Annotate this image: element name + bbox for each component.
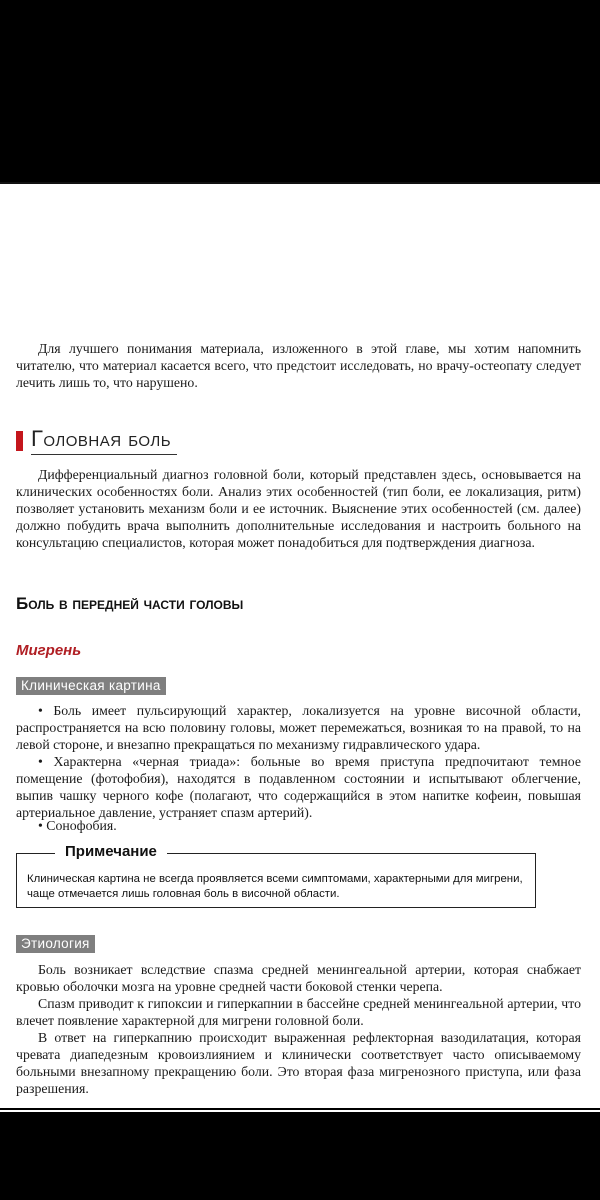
- book-page: [0, 182, 600, 1108]
- heading-marker: [16, 431, 23, 451]
- topic-title: Мигрень: [16, 642, 82, 659]
- clinical-label: Клиническая картина: [16, 677, 166, 695]
- section-paragraph: Дифференциальный диагноз головной боли, который представлен здесь, основывается на клинических особенностях боли. Анализ этих особенностей (тип боли, ее локализация, ритм) позволяет установить механизм боли и ее источник. Выяснение этих особенностей (см. далее) должно побудить врача выполнить дополнительные исследования и настроить больного на консультацию специалистов, которая может понадобиться для подтверждения диагноза.: [16, 467, 581, 550]
- subsection-title: Боль в передней части головы: [16, 594, 244, 613]
- etiology-label: Этиология: [16, 935, 95, 953]
- clinical-item-1: • Боль имеет пульсирующий характер, локализуется на уровне височной области, распространяется на всю половину головы, может перемежаться, возникая то на правой, то на левой стороне, и внезапно прекращаться по механизму гидравлического удара.: [16, 703, 581, 752]
- note-title: Примечание: [55, 843, 167, 860]
- clinical-item-2: • Характерна «черная триада»: больные во время приступа предпочитают темное помещение (фотофобия), находятся в подавленном состоянии и испытывают облегчение, выпив чашку черного кофе (полагают, что содержащийся в этом напитке кофеин, повышая артериальное давление, устраняет спазм артерий).: [16, 754, 581, 820]
- intro-paragraph: Для лучшего понимания материала, изложенного в этой главе, мы хотим напомнить читателю, что материал касается всего, что предстоит исследовать, но врачу-остеопату следует лечить лишь то, что нарушено.: [16, 341, 581, 390]
- note-box: [16, 843, 536, 908]
- etiology-paragraph-1: Боль возникает вследствие спазма средней менингеальной артерии, которая снабжает кровью оболочки мозга на уровне средней части боковой стенки черепа.: [16, 962, 581, 994]
- clinical-item-3: • Сонофобия.: [38, 818, 117, 833]
- etiology-paragraph-2: Спазм приводит к гипоксии и гиперкапнии в бассейне средней менингеальной артерии, что влечет появление характерной для мигрени головной боли.: [16, 996, 581, 1028]
- etiology-paragraph-3: В ответ на гиперкапнию происходит выраженная рефлекторная вазодилатация, которая чревата диапедезным кровоизлиянием и клинически соответствует часто описываемому больными внезапному прекращению боли. Это вторая фаза мигренозного приступа, или фаза разрешения.: [16, 1030, 581, 1096]
- bottom-rule: [0, 1110, 600, 1112]
- section-title: Головная боль: [31, 426, 177, 455]
- section-heading: [16, 425, 177, 455]
- note-text: Клиническая картина не всегда проявляется всеми симптомами, характерными для мигрени, чаще отмечается лишь головная боль в височной области.: [27, 873, 523, 900]
